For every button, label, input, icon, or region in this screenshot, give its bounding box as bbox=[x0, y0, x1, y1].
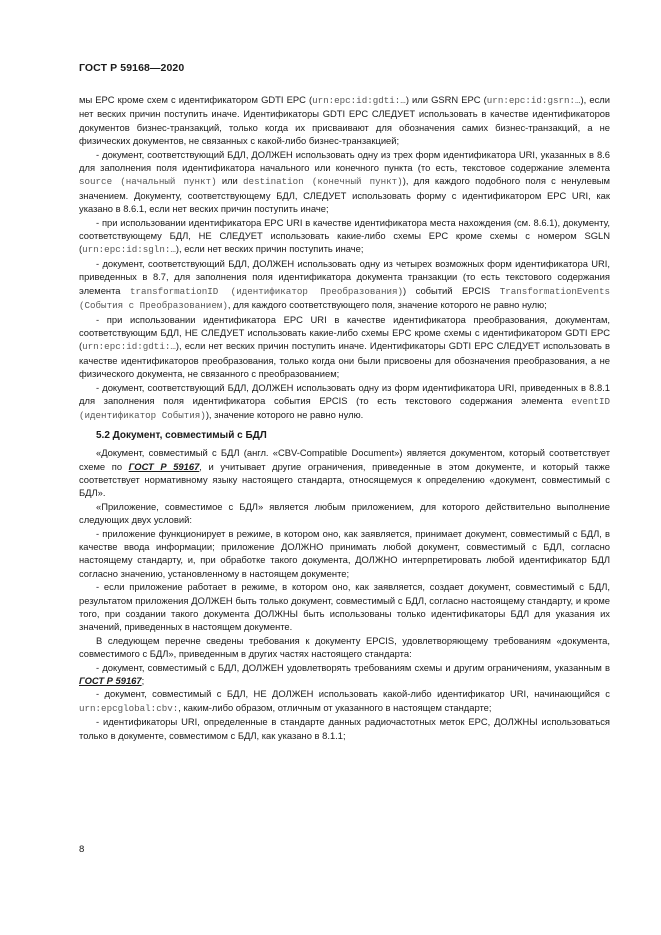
text: - документ, соответствующий БДЛ, ДОЛЖЕН использовать одну из четырех возможных форм идентификатора URI, приведенных в 8.7, для заполнения поля идентификатора документа транзакции (то есть текстового содержания элемента bbox=[79, 257, 610, 296]
text: ), значение которого не равно нулю. bbox=[205, 409, 364, 421]
section-title: 5.2 Документ, совместимый с БДЛ bbox=[96, 429, 267, 441]
list-item: - идентификаторы URI, определенные в стандарте данных радиочастотных меток EPC, ДОЛЖНЫ использоваться только в документе, совместимом с БДЛ, как указано в 8.1.1; bbox=[79, 716, 610, 741]
text: ), если нет веских причин поступить иначе; bbox=[175, 243, 364, 255]
code-urn: urn:epc:id:gdti:… bbox=[312, 95, 406, 106]
paragraph: «Приложение, совместимое с БДЛ» является любым приложением, для которого действительно выполнение следующих двух условий: bbox=[79, 500, 610, 526]
document-body bbox=[79, 93, 610, 742]
list-item bbox=[79, 257, 610, 313]
text: или bbox=[216, 175, 244, 187]
text: , для каждого соответствующего поля, значение которого не равно нулю; bbox=[227, 299, 547, 311]
text: - документ, соответствующий БДЛ, ДОЛЖЕН использовать одну из форм идентификатора URI, приведенных в 8.8.1 для заполнения поля идентификатора события EPCIS (то есть текстового содержания элемента bbox=[79, 381, 610, 406]
paragraph bbox=[79, 93, 610, 148]
text: ) событий EPCIS bbox=[403, 284, 500, 296]
text: ), для каждого подобного поля с ненулевым значением. Документу, соответствующему БДЛ, СЛЕДУЕТ использовать форму с идентификатором EPC URI, как указано в 8.6.1, если нет веских причин поступить иначе; bbox=[79, 175, 610, 215]
text: - при использовании идентификатора EPC URI в качестве идентификатора места нахождения (см. 8.6.1), документу, соответствующему БДЛ, НЕ СЛЕДУЕТ использовать какие-либо схемы EPC кроме схемы с номером SGLN ( bbox=[79, 216, 610, 255]
text: - документ, совместимый с БДЛ, ДОЛЖЕН удовлетворять требованиям схемы и другим ограничениям, указанным в bbox=[96, 661, 610, 673]
standard-reference-link[interactable]: ГОСТ Р 59167 bbox=[128, 460, 200, 472]
code-element: source (начальный пункт) bbox=[79, 176, 217, 188]
code-urn: urn:epc:id:gsrn:… bbox=[486, 95, 581, 106]
list-item bbox=[79, 661, 610, 688]
list-item bbox=[79, 148, 610, 216]
paragraph bbox=[79, 446, 610, 500]
list-item bbox=[79, 216, 610, 257]
list-item bbox=[79, 313, 610, 381]
text: - документ, совместимый с БДЛ, НЕ ДОЛЖЕН использовать какой-либо идентификатор URI, начинающийся с bbox=[96, 688, 610, 700]
list-item bbox=[79, 381, 610, 423]
text: ), если нет веских причин поступить иначе. Идентификаторы GDTI EPC СЛЕДУЕТ использовать в качестве идентификаторов документов бизнес-транзакций, только когда их присваивают для обозначения самих бизнес-транзакций, а не физических документов, не связанных с какой-либо бизнес-транзакцией; bbox=[79, 94, 610, 147]
list-item: - если приложение работает в режиме, в котором оно, как заявляется, создает документ, совместимый с БДЛ, результатом приложения ДОЛЖЕН быть только документ, совместимый с БДЛ, согласно настоящему стандарту, и кроме того, при создании такого документа ДОЛЖНЫ быть использованы только идентификаторы БДЛ для указания их значений, приведенных в настоящем документе. bbox=[79, 581, 610, 633]
page-number: 8 bbox=[79, 844, 85, 855]
text: - документ, соответствующий БДЛ, ДОЛЖЕН использовать одну из трех форм идентификатора URI, указанных в 8.6 для заполнения поля идентификатора начального или конечного пункта (то есть, текстовое содержание элемента bbox=[79, 148, 610, 174]
code-urn: urn:epcglobal:cbv: bbox=[79, 702, 179, 714]
text: ), если нет веских причин поступить иначе. Идентификаторы GDTI EPC СЛЕДУЕТ использовать в качестве идентификаторов преобразования, только когда они были присвоены для обозначения преобразования, а не физического документа, не связанного с преобразованием; bbox=[79, 340, 610, 380]
document-header: ГОСТ Р 59168—2020 bbox=[79, 62, 185, 74]
code-element: TransformationEvents (События с Преобразованием) bbox=[79, 285, 610, 312]
code-element: destination (конечный пункт) bbox=[243, 176, 403, 188]
list-item: - приложение функционирует в режиме, в котором оно, как заявляется, принимает документ, совместимый с БДЛ, в качестве ввода информации; приложение ДОЛЖНО принимать любой документ, совместимый с БДЛ, согласно настоящему стандарту, и, при обработке такого документа, ДОЛЖНО интерпретировать любой идентификатор БДЛ согласно значению, установленному в настоящем документе; bbox=[79, 527, 610, 579]
code-element: transformationID (идентификатор Преобразования) bbox=[130, 285, 403, 297]
code-urn: urn:epc:id:sgln:… bbox=[82, 244, 176, 256]
code-urn: urn:epc:id:gdti:… bbox=[82, 341, 176, 353]
list-item bbox=[79, 687, 610, 715]
text: ) или GSRN EPC ( bbox=[405, 94, 487, 105]
text: «Документ, совместимый с БДЛ (англ. «CBV-Compatible Document») является документом, который соответствует схеме по bbox=[79, 447, 610, 472]
text: - при использовании идентификатора EPC URI в качестве идентификатора преобразования, документам, соответствующим БДЛ, НЕ СЛЕДУЕТ использовать какие-либо схемы EPC кроме схемы с идентификатором GDTI EPC ( bbox=[79, 313, 610, 352]
text: ; bbox=[141, 675, 145, 687]
text: мы EPC кроме схем с идентификатором GDTI EPC ( bbox=[79, 94, 313, 105]
standard-reference-link[interactable]: ГОСТ Р 59167 bbox=[79, 675, 142, 687]
code-element: eventID (идентификатор События) bbox=[79, 395, 610, 422]
text: , и учитывает другие ограничения, приведенные в этом документе, и который также соответствует нормативному языку настоящего стандарта, относящемуся к определению «документ, совместимый с БДЛ». bbox=[79, 460, 610, 499]
paragraph: В следующем перечне сведены требования к документу EPCIS, удовлетворяющему требованиям «документа, совместимого с БДЛ», приведенным в других частях настоящего стандарта: bbox=[79, 634, 610, 660]
text: , каким-либо образом, отличным от указанного в настоящем стандарте; bbox=[178, 701, 492, 713]
